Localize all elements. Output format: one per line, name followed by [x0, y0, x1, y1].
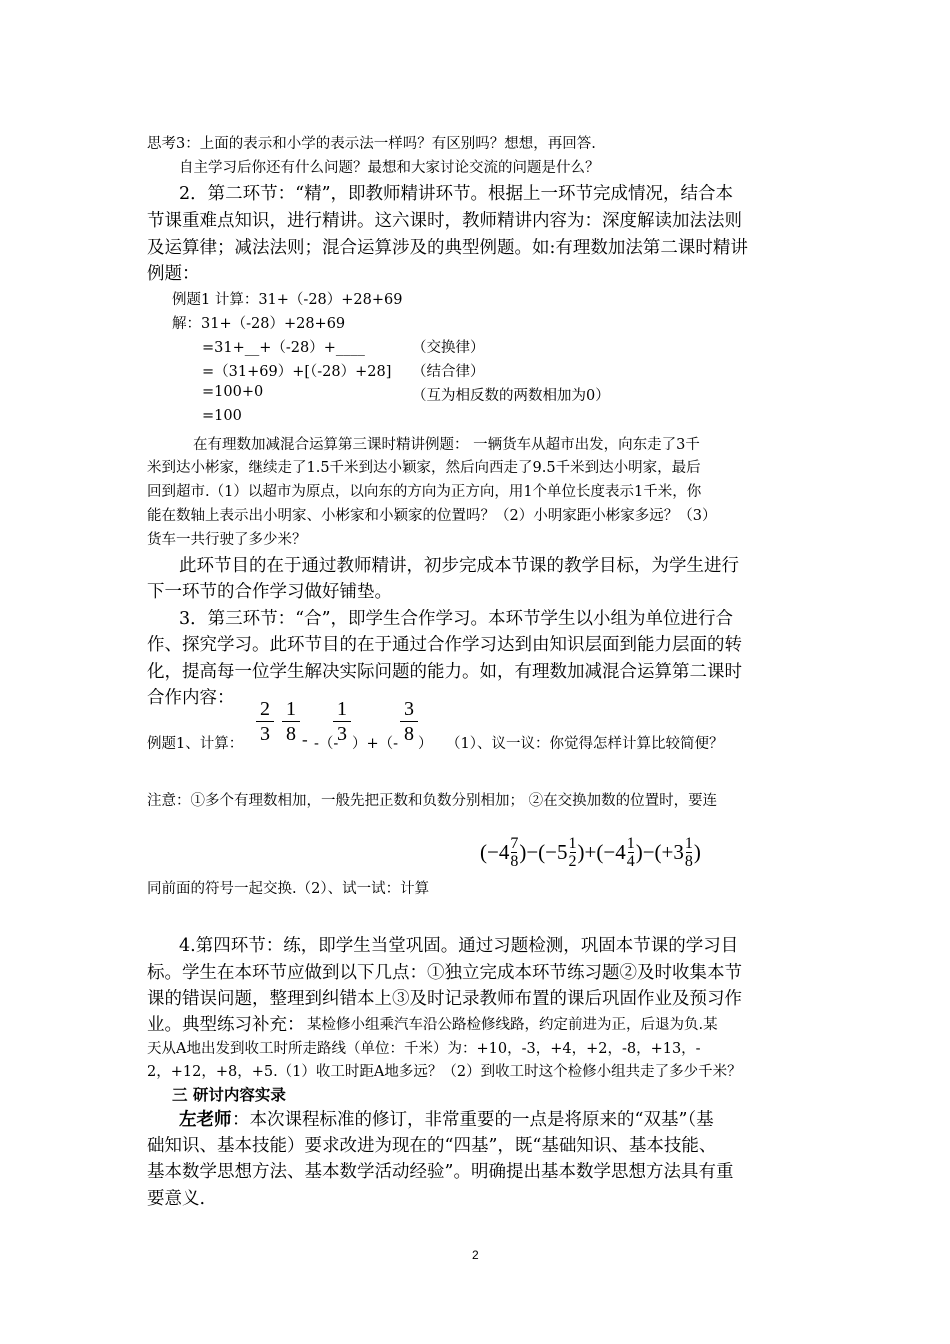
math-operator: - [302, 730, 308, 749]
text-line: 2．第二环节：“精”，即教师精讲环节。根据上一环节完成情况，结合本 [179, 184, 734, 204]
text-line: 合作内容： [147, 688, 235, 708]
solution-reason: （交换律） [412, 340, 485, 356]
text-line: 节课重难点知识，进行精讲。这六课时，教师精讲内容为：深度解读加法法则 [147, 211, 742, 231]
text-line: 4.第四环节：练，即学生当堂巩固。通过习题检测，巩固本节课的学习目 [179, 936, 739, 956]
text-line: 天从A地出发到收工时所走路线（单位：千米）为：+10，-3，+4，+2，-8，+13，- [147, 1041, 701, 1057]
text-line: 及运算律；减法法则；混合运算涉及的典型例题。如:有理数加法第二课时精讲 [147, 238, 748, 258]
text-line: 要意义. [147, 1189, 206, 1209]
text-line: 此环节目的在于通过教师精讲，初步完成本节课的教学目标，为学生进行 [179, 556, 739, 576]
text-line: 同前面的符号一起交换.（2）、试一试：计算 [147, 881, 430, 897]
text-line: 标。学生在本环节应做到以下几点：①独立完成本环节练习题②及时收集本节 [147, 963, 742, 983]
math-operator: ） [418, 736, 433, 752]
text-line: 回到超市.（1）以超市为原点，以向东的方向为正方向，用1个单位长度表示1千米，你 [147, 484, 702, 500]
page-number: 2 [472, 1248, 479, 1262]
math-operator: ）+（- [352, 736, 399, 752]
section-heading: 三 研讨内容实录 [172, 1085, 286, 1104]
fraction: 3 8 [398, 698, 420, 745]
text-line: 能在数轴上表示出小明家、小彬家和小颖家的位置吗？（2）小明家距小彬家多远？（3） [147, 508, 717, 524]
example-line: 例题1 计算：31+（-28）+28+69 [172, 292, 403, 308]
solution-step: =100 [202, 408, 242, 424]
text-line: 例题： [147, 264, 200, 284]
text-line: 注意：①多个有理数相加，一般先把正数和负数分别相加； ②在交换加数的位置时，要连 [147, 793, 718, 809]
solution-step: =31+__+（-28）+____ [202, 340, 365, 356]
text-line: 思考3：上面的表示和小学的表示法一样吗？有区别吗？想想，再回答. [147, 136, 596, 152]
text-line: 某检修小组乘汽车沿公路检修线路，约定前进为正，后退为负.某 [307, 1017, 718, 1033]
example-label: 例题1、计算： [147, 736, 244, 752]
text-line: （1）、议一议：你觉得怎样计算比较简便？ [446, 736, 724, 752]
text-line: 基本数学思想方法、基本数学活动经验”。明确提出基本数学思想方法具有重 [147, 1162, 734, 1182]
text-line: 2，+12，+8，+5.（1）收工时距A地多远？（2）到收工时这个检修小组共走了多少千米？ [147, 1064, 742, 1080]
solution-step: =（31+69）+[（-28）+28] [202, 364, 392, 380]
math-operator: -（- [314, 736, 339, 752]
solution-reason: （互为相反数的两数相加为0） [412, 388, 610, 404]
text-line: 课的错误问题，整理到纠错本上③及时记录教师布置的课后巩固作业及预习作 [147, 989, 742, 1009]
solution-line: 解：31+（-28）+28+69 [172, 316, 346, 332]
text-line: 在有理数加减混合运算第三课时精讲例题： 一辆货车从超市出发，向东走了3千 [193, 437, 700, 453]
solution-reason: （结合律） [412, 364, 485, 380]
solution-step: =100+0 [202, 384, 264, 400]
fraction: 1 8 [280, 698, 302, 745]
text-line: 货车一共行驶了多少米？ [147, 532, 307, 548]
math-expression: (−4 $\frac{7}{8}$ )−(−5 $\frac{1}{2}$ )+(−4 $\frac{1}{4}$ )−(+3 $\frac{1}{8}$ ) [480, 835, 701, 870]
text-line: 下一环节的合作学习做好铺垫。 [147, 582, 392, 602]
fraction: 1 3 [331, 698, 353, 745]
fraction: 2 3 [254, 698, 276, 745]
text-line: 作、探究学习。此环节目的在于通过合作学习达到由知识层面到能力层面的转 [147, 635, 742, 655]
text-line: ：本次课程标准的修订，非常重要的一点是将原来的“双基”（基 [232, 1110, 714, 1130]
text-line: 米到达小彬家，继续走了1.5千米到达小颖家，然后向西走了9.5千米到达小明家，最后 [147, 460, 701, 476]
text-line: 础知识、基本技能）要求改进为现在的“四基”，既“基础知识、基本技能、 [147, 1136, 717, 1156]
text-line: 化，提高每一位学生解决实际问题的能力。如，有理数加减混合运算第二课时 [147, 662, 742, 682]
text-line: 自主学习后你还有什么问题？最想和大家讨论交流的问题是什么？ [179, 160, 600, 176]
text-line: 业。典型练习补充： [147, 1015, 305, 1035]
speaker-name: 左老师 [179, 1110, 232, 1130]
text-line: 3．第三环节：“合”，即学生合作学习。本环节学生以小组为单位进行合 [179, 609, 734, 629]
